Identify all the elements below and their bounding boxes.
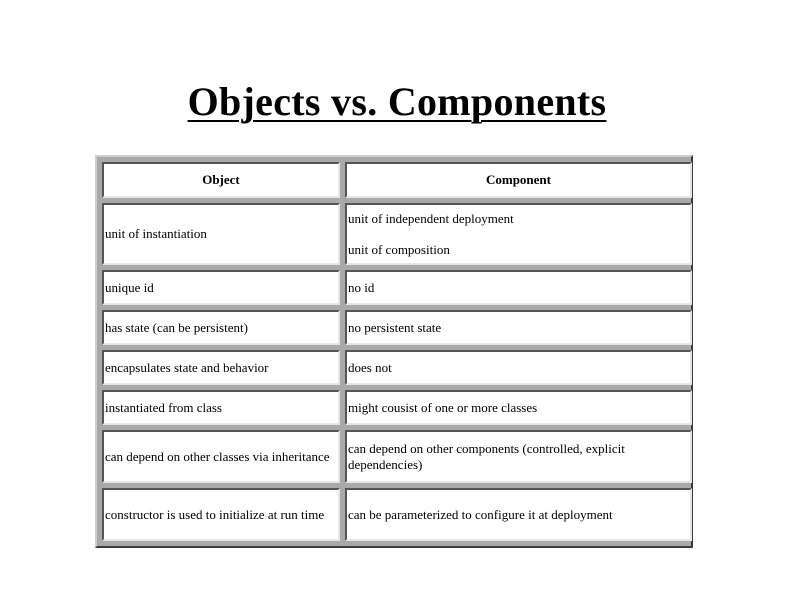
component-text: can depend on other components (controlled, explicit dependencies) bbox=[348, 440, 625, 472]
object-cell bbox=[102, 203, 340, 265]
table-row bbox=[102, 270, 686, 305]
component-text: unit of composition bbox=[348, 241, 450, 257]
object-text: constructor is used to initialize at run time bbox=[105, 506, 325, 522]
page-title: Objects vs. Components bbox=[187, 79, 607, 124]
component-cell bbox=[345, 430, 692, 483]
object-cell bbox=[102, 270, 340, 305]
object-text: unit of instantiation bbox=[105, 226, 207, 241]
component-text: might cousist of one or more classes bbox=[348, 399, 538, 415]
table-row bbox=[102, 203, 686, 265]
object-cell bbox=[102, 350, 340, 385]
table-row bbox=[102, 430, 686, 483]
comparison-table bbox=[95, 155, 693, 548]
component-cell bbox=[345, 488, 692, 541]
object-text: can depend on other classes via inheritance bbox=[105, 448, 330, 464]
component-cell bbox=[345, 350, 692, 385]
object-text: unique id bbox=[105, 279, 154, 295]
table-header-row bbox=[102, 162, 686, 198]
table-row bbox=[102, 488, 686, 541]
component-cell bbox=[345, 203, 692, 265]
component-cell bbox=[345, 270, 692, 305]
component-text: no persistent state bbox=[348, 319, 442, 335]
object-cell bbox=[102, 488, 340, 541]
header-component: Component bbox=[345, 162, 692, 198]
object-text: encapsulates state and behavior bbox=[105, 359, 269, 375]
header-object: Object bbox=[102, 162, 340, 198]
component-cell bbox=[345, 310, 692, 345]
table-row bbox=[102, 350, 686, 385]
object-cell bbox=[102, 430, 340, 483]
table-row bbox=[102, 310, 686, 345]
component-text: does not bbox=[348, 359, 392, 375]
component-text: can be parameterized to configure it at deployment bbox=[348, 506, 613, 522]
object-cell bbox=[102, 390, 340, 425]
object-text: has state (can be persistent) bbox=[105, 319, 248, 335]
component-cell bbox=[345, 390, 692, 425]
component-text: no id bbox=[348, 279, 375, 295]
table-row bbox=[102, 390, 686, 425]
component-text: unit of independent deployment bbox=[348, 210, 514, 226]
object-cell bbox=[102, 310, 340, 345]
object-text: instantiated from class bbox=[105, 399, 222, 415]
